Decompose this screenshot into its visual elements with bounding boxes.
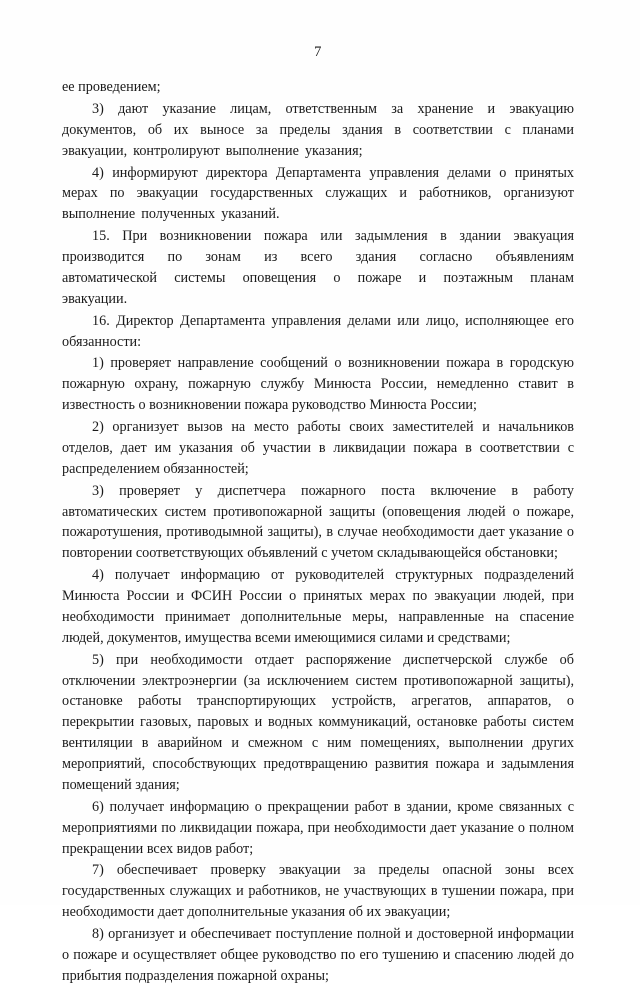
paragraph-item-16-2: 2) организует вызов на место работы своих заместителей и начальников отделов, дает им указания об участии в ликвидации пожара в соответствии с распределением обязанностей; [62,419,574,477]
paragraph-item-16-1: 1) проверяет направление сообщений о возникновении пожара в городскую пожарную охрану, пожарную службу Минюста России, немедленно ставит в известность о возникновении пожара руководство Минюста России; [62,355,574,414]
paragraph-item-3: 3) дают указание лицам, ответственным за хранение и эвакуацию документов, об их выносе за пределы здания в соответствии с планами эвакуации, контролируют выполнение указания; [62,100,574,159]
paragraph-item-4: 4) информируют директора Департамента управления делами о принятых мерах по эвакуации государственных служащих и работников, организуют выполнение полученных указаний. [62,164,574,223]
paragraph-clause-16: 16. Директор Департамента управления делами или лицо, исполняющее его обязанности: [62,312,574,350]
page-number: 7 [314,44,322,60]
paragraph-continued: ее проведением; [62,79,161,95]
paragraph-item-16-3: 3) проверяет у диспетчера пожарного поста включение в работу автоматических систем противопожарной защиты (оповещения людей о пожаре, пожаротушения, противодымной защиты), в случае необходимости дает указание о повторении соответствующих объявлений с учетом складывающейся обстановки; [62,482,574,562]
paragraph-item-16-5: 5) при необходимости отдает распоряжение диспетчерской службе об отключении электроэнергии (за исключением систем противопожарной защиты), остановке работы транспортирующих устройств, агрегатов, аппаратов, о перекрытии газовых, паровых и водных коммуникаций, остановке работы систем вентиляции в аварийном и смежном с ним помещениях, выполнении других мероприятий, способствующих предотвращению развития пожара и задымления помещений здания; [62,651,574,793]
paragraph-clause-15: 15. При возникновении пожара или задымления в здании эвакуация производится по зонам из всего здания согласно объявлениям автоматической системы оповещения о пожаре и поэтажным планам эвакуации. [62,228,574,307]
document-body [62,77,574,987]
paragraph-item-16-4: 4) получает информацию от руководителей структурных подразделений Минюста России и ФСИН России о принятых мерах по эвакуации людей, при необходимости принимает дополнительные меры, направленные на спасение людей, документов, имущества всеми имеющимися силами и средствами; [62,567,574,646]
paragraph-item-16-6: 6) получает информацию о прекращении работ в здании, кроме связанных с мероприятиями по ликвидации пожара, при необходимости дает указание о полном прекращении всех видов работ; [62,798,574,857]
paragraph-item-16-7: 7) обеспечивает проверку эвакуации за пределы опасной зоны всех государственных служащих и работников, не участвующих в тушении пожара, при необходимости дает дополнительные указания об их эвакуации; [62,862,574,921]
paragraph-item-16-8: 8) организует и обеспечивает поступление полной и достоверной информации о пожаре и осуществляет общее руководство по его тушению и спасению людей до прибытия подразделения пожарной охраны; [62,926,574,984]
